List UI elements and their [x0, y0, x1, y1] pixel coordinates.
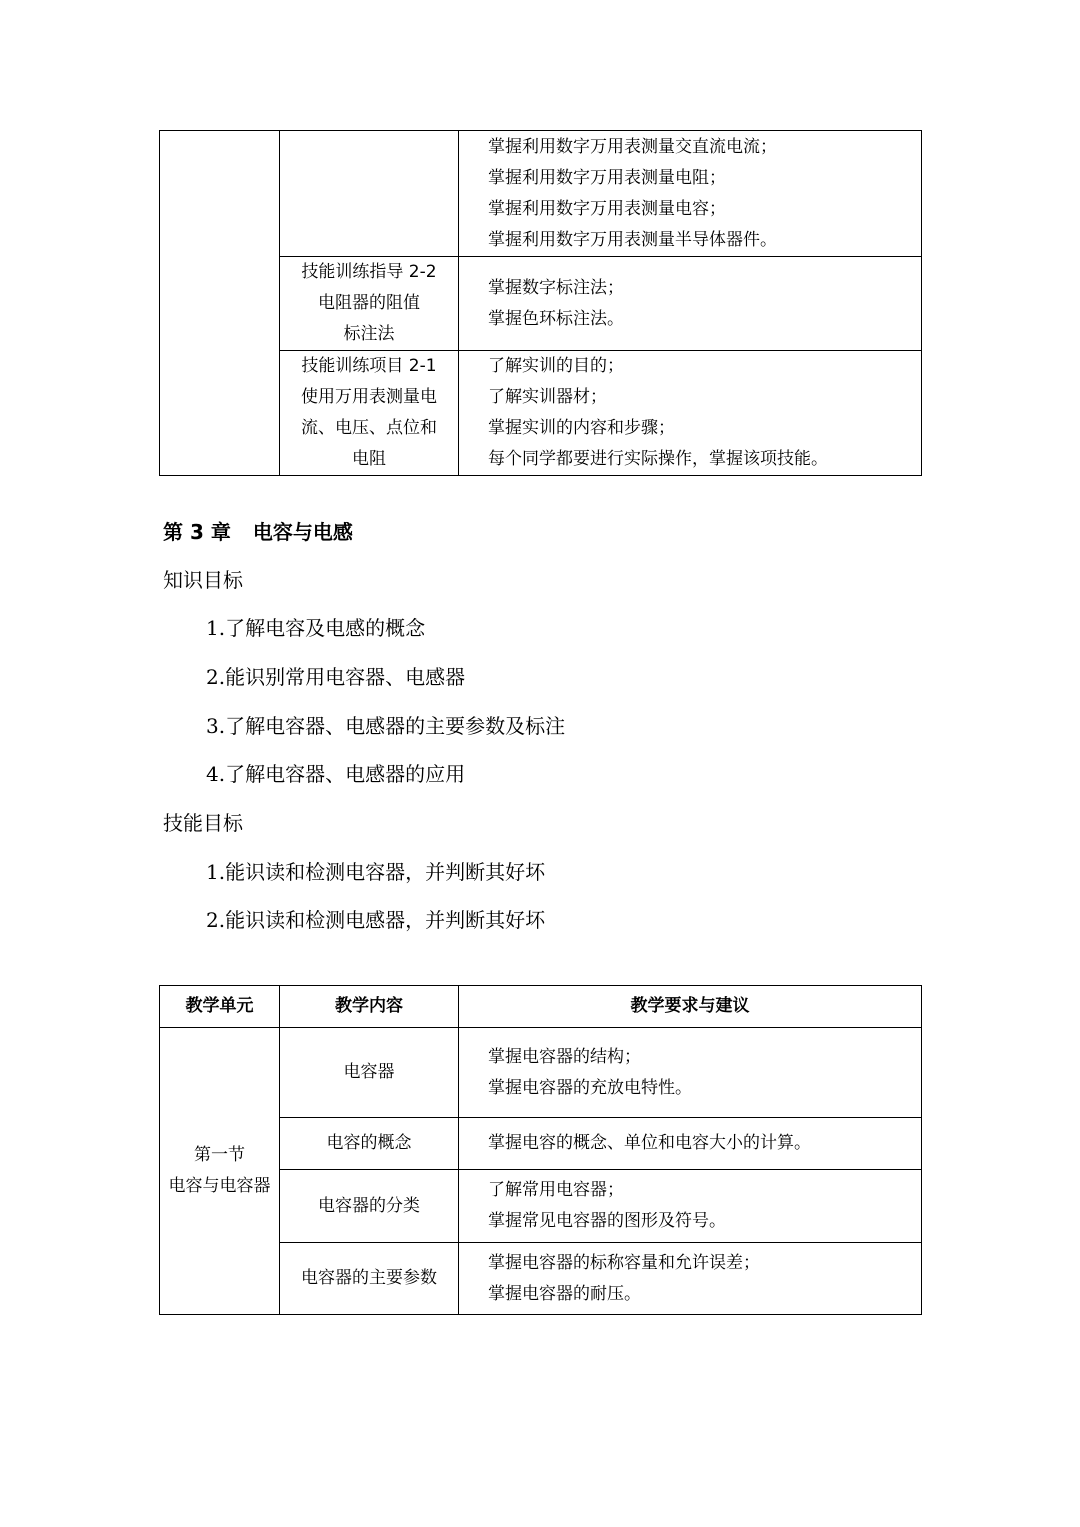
- table-header-row: [160, 986, 922, 1028]
- content-line: 流、电压、点位和: [301, 418, 437, 438]
- content-line: 电阻器的阻值: [318, 293, 420, 313]
- skills-heading: 技能目标: [163, 811, 243, 835]
- requirement-line: 掌握电容器的充放电特性。: [488, 1077, 692, 1098]
- content-cell: 电容器的分类: [280, 1170, 459, 1243]
- content-cell: 电容的概念: [280, 1118, 459, 1170]
- content-line: 使用万用表测量电: [301, 387, 437, 407]
- requirement-line: 掌握常见电容器的图形及符号。: [488, 1211, 726, 1231]
- requirement-line: 了解实训器材；: [488, 387, 607, 407]
- requirement-line: 掌握利用数字万用表测量电阻；: [488, 167, 726, 188]
- requirement-line: 了解实训的目的；: [488, 356, 624, 376]
- requirements-cell: [459, 1028, 922, 1118]
- header-content: 教学内容: [280, 986, 459, 1028]
- requirements-cell: [459, 1243, 922, 1315]
- requirement-line: 掌握电容的概念、单位和电容大小的计算。: [488, 1133, 811, 1153]
- content-line: 标注法: [343, 324, 395, 344]
- unit-line: 电容与电容器: [168, 1176, 271, 1196]
- knowledge-heading: 知识目标: [163, 568, 243, 592]
- requirement-line: 掌握利用数字万用表测量电容；: [488, 198, 726, 219]
- knowledge-item: 4.了解电容器、电感器的应用: [206, 762, 466, 786]
- header-unit: 教学单元: [160, 986, 280, 1028]
- requirement-line: 掌握实训的内容和步骤；: [488, 418, 675, 438]
- requirement-line: 掌握利用数字万用表测量半导体器件。: [488, 229, 777, 250]
- content-cell: 电容器: [280, 1028, 459, 1118]
- requirement-line: 掌握色环标注法。: [488, 308, 624, 329]
- skill-item: 1.能识读和检测电容器，并判断其好坏: [206, 860, 546, 884]
- requirements-cell: [459, 257, 922, 351]
- teaching-table: [159, 985, 922, 1315]
- unit-cell-empty: [160, 131, 280, 476]
- content-line: 技能训练项目 2-1: [301, 356, 437, 376]
- requirement-line: 掌握电容器的标称容量和允许误差；: [488, 1252, 760, 1273]
- knowledge-item: 1.了解电容及电感的概念: [206, 616, 426, 640]
- requirements-cell: [459, 1118, 922, 1170]
- content-cell: [280, 257, 459, 351]
- content-line: 技能训练指导 2-2: [301, 262, 437, 282]
- chapter-number: 第 3 章: [163, 520, 231, 544]
- requirement-line: 了解常用电容器；: [488, 1180, 624, 1200]
- requirement-line: 掌握电容器的耐压。: [488, 1283, 641, 1304]
- content-cell: 电容器的主要参数: [280, 1243, 459, 1315]
- requirement-line: 掌握利用数字万用表测量交直流电流；: [488, 136, 777, 157]
- skill-item: 2.能识读和检测电感器，并判断其好坏: [206, 908, 546, 932]
- chapter-title: 电容与电感: [252, 520, 353, 544]
- requirements-cell: [459, 1170, 922, 1243]
- header-requirements: 教学要求与建议: [459, 986, 922, 1028]
- unit-line: 第一节: [194, 1145, 245, 1165]
- content-cell: [280, 351, 459, 476]
- knowledge-item: 2.能识别常用电容器、电感器: [206, 665, 466, 689]
- table-row: [160, 131, 922, 257]
- unit-cell: [160, 1028, 280, 1315]
- requirement-line: 掌握电容器的结构；: [488, 1046, 641, 1067]
- requirement-line: 每个同学都要进行实际操作，掌握该项技能。: [488, 449, 828, 469]
- knowledge-item: 3.了解电容器、电感器的主要参数及标注: [206, 714, 566, 738]
- continued-teaching-table: [159, 130, 922, 476]
- requirement-line: 掌握数字标注法；: [488, 277, 624, 298]
- requirements-cell: [459, 131, 922, 257]
- chapter-heading: [163, 516, 353, 548]
- requirements-cell: [459, 351, 922, 476]
- content-line: 电阻: [352, 449, 386, 469]
- table-row: [160, 1028, 922, 1118]
- content-cell-empty: [280, 131, 459, 257]
